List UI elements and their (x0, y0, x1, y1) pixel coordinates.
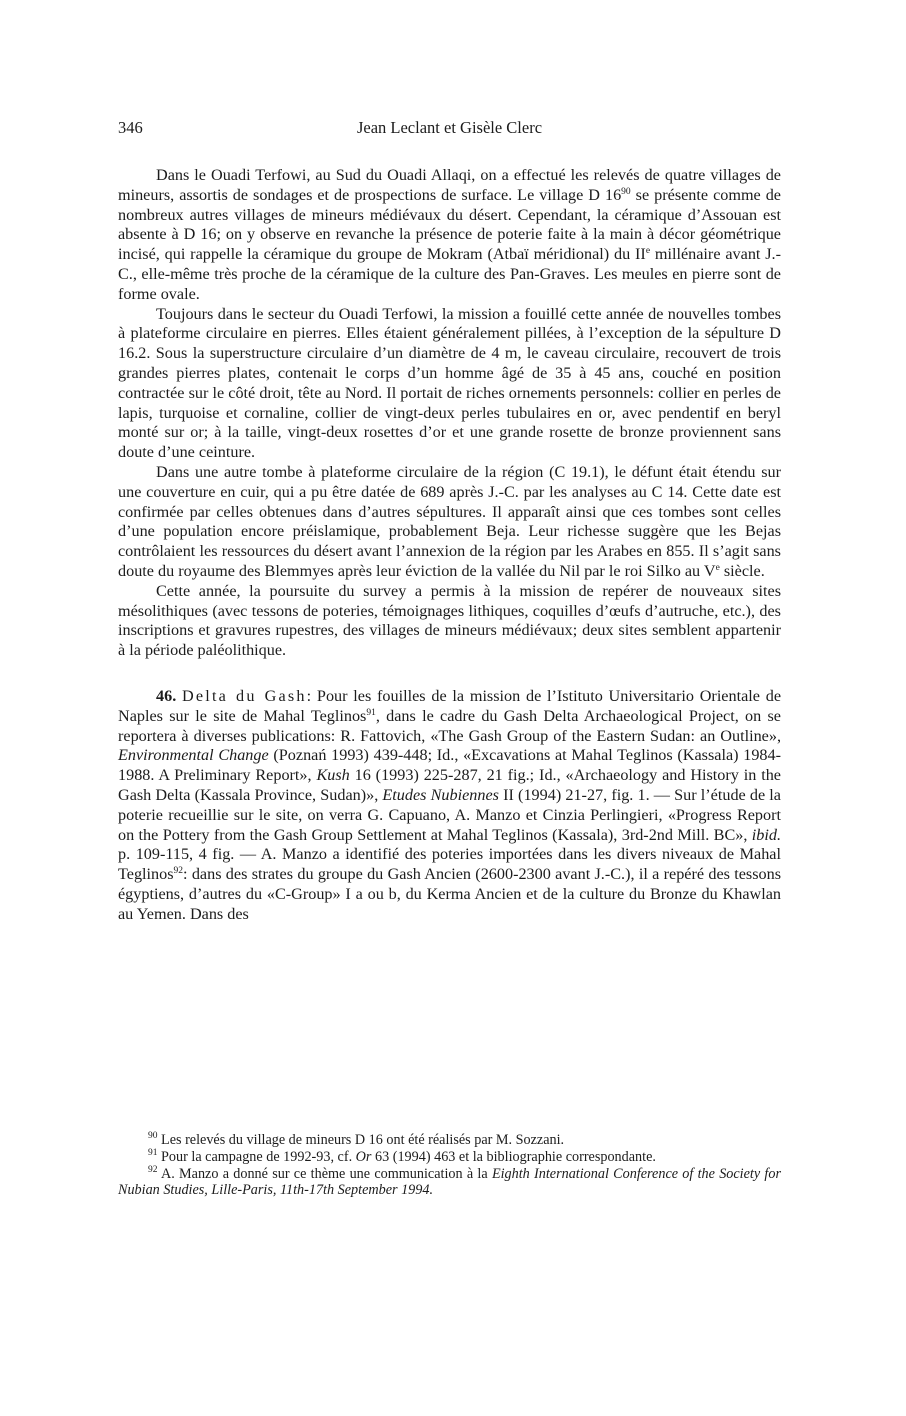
italic-title: Eighth International Conference of the Society for Nubian Studies, Lille-Paris, 11th-17th September 1994. (118, 1165, 781, 1199)
footnote-text: A. Manzo a donné sur ce thème une communication à la (157, 1165, 492, 1182)
text-run: : dans des strates du groupe du Gash Ancien (2600-2300 avant J.-C.), il a repéré des tessons égyptiens, d’autres du «C-Group» I a ou b, du Kerma Ancien et de la culture du Bronze du Khawlan au Yemen. Dans des (118, 865, 781, 923)
body-text (118, 166, 781, 924)
text-run: 16 (1993) 225-287, 21 fig.; Id., «Archaeology and History in the Gash Delta (Kassala Province, Sudan)», (118, 766, 781, 804)
footnote-91 (118, 1149, 781, 1166)
footnote-ref-92: 92 (173, 866, 184, 877)
footnote-number: 90 (148, 1131, 158, 1141)
text-run: II (1994) 21-27, fig. 1. — Sur l’étude de la poterie recueillie sur le site, on verra G. Capuano, A. Manzo et Cinzia Perlingieri, «Progress Report on the Pottery from the Gash Group Settlement at Mahal Teglinos (Kassala), 3rd-2nd Mill. BC», (118, 785, 781, 844)
paragraph-tombe-c19 (118, 463, 781, 582)
page-number: 346 (118, 118, 143, 137)
superscript-e: e (645, 246, 651, 257)
footnote-90 (118, 1132, 781, 1149)
text-run: Dans le Ouadi Terfowi, au Sud du Ouadi Allaqi, on a effectué les relevés de quatre villages de mineurs, assortis de sondages et de prospections de surface. Le village D 16 (118, 166, 781, 204)
text-run: siècle. (719, 561, 765, 580)
footnote-number: 92 (148, 1164, 158, 1175)
text-run: , dans le cadre du Gash Delta Archaeological Project, on se reportera à diverses publications: R. Fattovich, «The Gash Group of the Eastern Sudan: an Outline», (118, 706, 781, 745)
text-run: p. 109-115, 4 fig. — A. Manzo a identifié des poteries importées dans les divers niveaux de Mahal Teglinos (118, 845, 781, 884)
section-number: 46. (156, 686, 177, 705)
text-run: Dans une autre tombe à plateforme circulaire de la région (C 19.1), le défunt était étendu sur une couverture en cuir, qui a pu être datée de 689 après J.-C. par les analyses au C 14. Cette date est confirmée par celles obtenues dans d’autres sépultures. Il apparaît ainsi que ces tombes sont celles d’une population encore préislamique, probablement Beja. Leur richesse suggère que les Bejas contrôlaient les ressources du désert avant l’annexion de la région par les Arabes en 855. Il s’agit sans doute du royaume des Blemmyes après leur éviction de la vallée du Nil par le roi Silko au V (118, 462, 781, 580)
footnote-ref-90: 90 (621, 186, 631, 197)
paragraph-survey (118, 582, 781, 661)
text-run: Toujours dans le secteur du Ouadi Terfowi, la mission a fouillé cette année de nouvelles tombes à plateforme circulaire en pierres. Elles étaient généralement pillées, à l’exception de la sépulture D 16.2. Sous la superstructure circulaire d’un diamètre de 4 m, le caveau circulaire, recouvert de trois grandes pierres plates, contenait le corps d’un homme âgé de 35 à 45 ans, couché en position contractée sur le côté droit, tête au Nord. Il portait de riches ornements personnels: collier en perles de lapis, turquoise et cornaline, collier de vingt-deux perles tubulaires en or, avec pendentif en beryl monté sur or; à la taille, vingt-deux rosettes d’or et une grande rosette de bronze proviennent sans doute d’une ceinture. (118, 304, 781, 462)
running-title: Jean Leclant et Gisèle Clerc (356, 118, 543, 137)
section-title: Delta du Gash (182, 686, 307, 705)
footnotes (118, 1132, 781, 1199)
footnote-text: Pour la campagne de 1992-93, cf. (157, 1148, 356, 1165)
footnote-92 (118, 1166, 781, 1200)
footnote-text: Les relevés du village de mineurs D 16 ont été réalisés par M. Sozzani. (157, 1132, 565, 1148)
italic-title: ibid. (751, 825, 781, 844)
italic-title: Or (355, 1148, 372, 1165)
paragraph-ouadi-terfowi-villages (118, 166, 781, 305)
footnote-text: 63 (1994) 463 et la bibliographie correspondante. (371, 1148, 656, 1165)
italic-title: Environmental Change (118, 746, 269, 765)
italic-title: Etudes Nubiennes (382, 785, 499, 804)
text-run: Cette année, la poursuite du survey a permis à la mission de repérer de nouveaux sites mésolithiques (avec tessons de poteries, témoignages lithiques, coquilles d’œufs d’autruche, etc.), des inscriptions et gravures rupestres, des villages de mineurs médiévaux; deux sites semblent appartenir à la période paléolithique. (118, 581, 781, 660)
superscript-e: e (715, 562, 720, 573)
footnote-number: 91 (148, 1147, 158, 1158)
section-46-delta-du-gash (118, 687, 781, 925)
footnote-ref-91: 91 (366, 707, 376, 718)
text-run: (Poznań 1993) 439-448; Id., «Excavations at Mahal Teglinos (Kassala) 1984-1988. A Preliminary Report», (118, 746, 781, 785)
text-run: millénaire avant J.-C., elle-même très proche de la céramique de la culture des Pan-Graves. Les meules en pierre sont de forme ovale. (118, 245, 781, 303)
italic-title: Kush (316, 766, 350, 785)
page-header (118, 118, 781, 142)
paragraph-tombes-plateforme (118, 305, 781, 463)
text-run: : Pour les fouilles de la mission de l’Istituto Universitario Orientale de Naples sur le site de Mahal Teglinos (118, 686, 781, 725)
text-run: se présente comme de nombreux autres villages de mineurs médiévaux du désert. Cependant, la céramique d’Assouan est absente à D 16; on y observe en revanche la présence de poterie faite à la main à décor géométrique incisé, qui rappelle la céramique du groupe de Mokram (Atbaï méridional) du II (118, 185, 781, 264)
